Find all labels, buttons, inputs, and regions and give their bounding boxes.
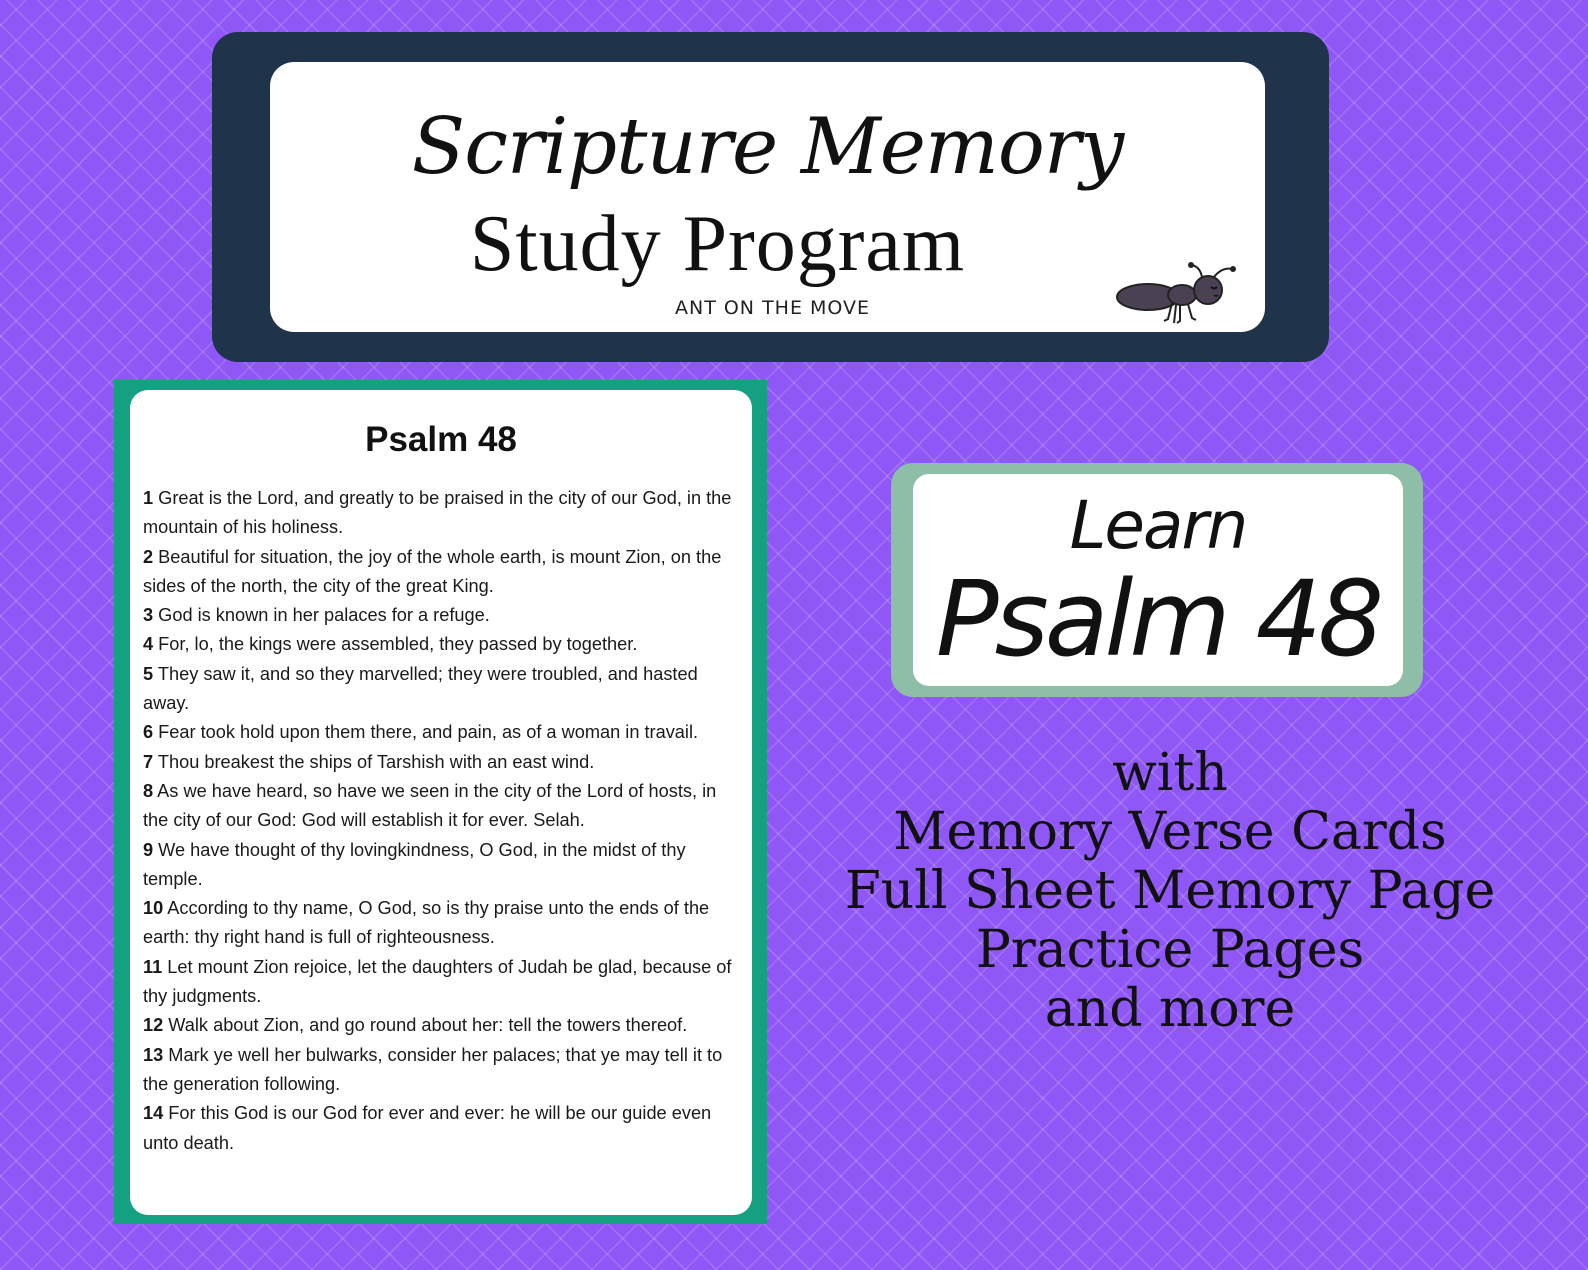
verse-text: Great is the Lord, and greatly to be praised in the city of our God, in the mountain of his holiness. xyxy=(143,488,732,538)
verse xyxy=(143,1099,743,1158)
header-title: Scripture Memory xyxy=(411,102,1124,192)
verse-text: As we have heard, so have we seen in the city of the Lord of hosts, in the city of our God: God will establish it for ever. Selah. xyxy=(143,780,717,831)
verse-text: According to thy name, O God, so is thy praise unto the ends of the earth: thy right hand is full of righteousness. xyxy=(143,898,710,948)
verse-number: 8 xyxy=(143,780,154,801)
verse-text: For, lo, the kings were assembled, they passed by together. xyxy=(153,634,638,655)
brand-name: ANT ON THE MOVE xyxy=(675,297,871,319)
verse-text: Let mount Zion rejoice, let the daughters of Judah be glad, because of thy judgments. xyxy=(143,956,732,1007)
verse-number: 2 xyxy=(143,546,154,567)
verse xyxy=(143,894,743,953)
verse xyxy=(143,660,743,719)
verse-text: Thou breakest the ships of Tarshish with an east wind. xyxy=(153,751,595,772)
verse-number: 9 xyxy=(143,839,154,860)
feature-line: Memory Verse Cards xyxy=(893,802,1447,862)
verse xyxy=(143,601,743,630)
verse xyxy=(143,630,743,659)
verse-number: 11 xyxy=(143,956,163,977)
feature-line: Full Sheet Memory Page xyxy=(844,861,1496,921)
verse-number: 12 xyxy=(143,1015,164,1036)
verse-list xyxy=(143,484,743,1158)
learn-psalm-title: Psalm 48 xyxy=(935,558,1381,680)
learn-card xyxy=(913,474,1403,686)
feature-line: Practice Pages xyxy=(975,920,1365,980)
verse xyxy=(143,484,743,543)
verse-number: 4 xyxy=(143,634,154,655)
verse-text: Fear took hold upon them there, and pain, as of a woman in travail. xyxy=(153,722,699,743)
features-list xyxy=(830,744,1510,1039)
verse xyxy=(143,1011,743,1040)
verse-text: Beautiful for situation, the joy of the whole earth, is mount Zion, on the sides of the north, the city of the great King. xyxy=(143,546,722,596)
verse-text: They saw it, and so they marvelled; they were troubled, and hasted away. xyxy=(143,663,698,714)
verse-number: 5 xyxy=(143,663,154,684)
verse-number: 10 xyxy=(143,898,164,919)
psalm-card-frame xyxy=(114,380,767,1224)
verse xyxy=(143,836,743,895)
verse-text: Mark ye well her bulwarks, consider her palaces; that ye may tell it to the generation following. xyxy=(143,1044,723,1094)
psalm-card xyxy=(130,390,752,1215)
header-banner xyxy=(212,32,1329,362)
psalm-title: Psalm 48 xyxy=(365,420,517,459)
verse xyxy=(143,953,743,1012)
header-subtitle: Study Program xyxy=(469,200,966,288)
verse-text: For this God is our God for ever and ever: he will be our guide even unto death. xyxy=(143,1103,712,1153)
verse xyxy=(143,718,743,747)
header-card xyxy=(270,62,1265,332)
verse xyxy=(143,543,743,602)
learn-label: Learn xyxy=(1069,487,1247,564)
ant-icon xyxy=(1116,257,1246,332)
feature-line: and more xyxy=(1044,979,1296,1039)
verse xyxy=(143,748,743,777)
verse-number: 7 xyxy=(143,751,154,772)
learn-card-frame xyxy=(891,463,1423,697)
verse xyxy=(143,1041,743,1100)
verse-text: Walk about Zion, and go round about her: tell the towers thereof. xyxy=(163,1015,688,1036)
verse-text: We have thought of thy lovingkindness, O God, in the midst of thy temple. xyxy=(143,839,686,889)
verse-number: 6 xyxy=(143,722,154,743)
feature-line: with xyxy=(1112,743,1228,803)
verse-text: God is known in her palaces for a refuge. xyxy=(153,605,490,626)
verse-number: 13 xyxy=(143,1044,164,1065)
verse-number: 1 xyxy=(143,488,154,508)
verse-number: 14 xyxy=(143,1103,164,1124)
verse-number: 3 xyxy=(143,605,154,626)
verse xyxy=(143,777,743,836)
